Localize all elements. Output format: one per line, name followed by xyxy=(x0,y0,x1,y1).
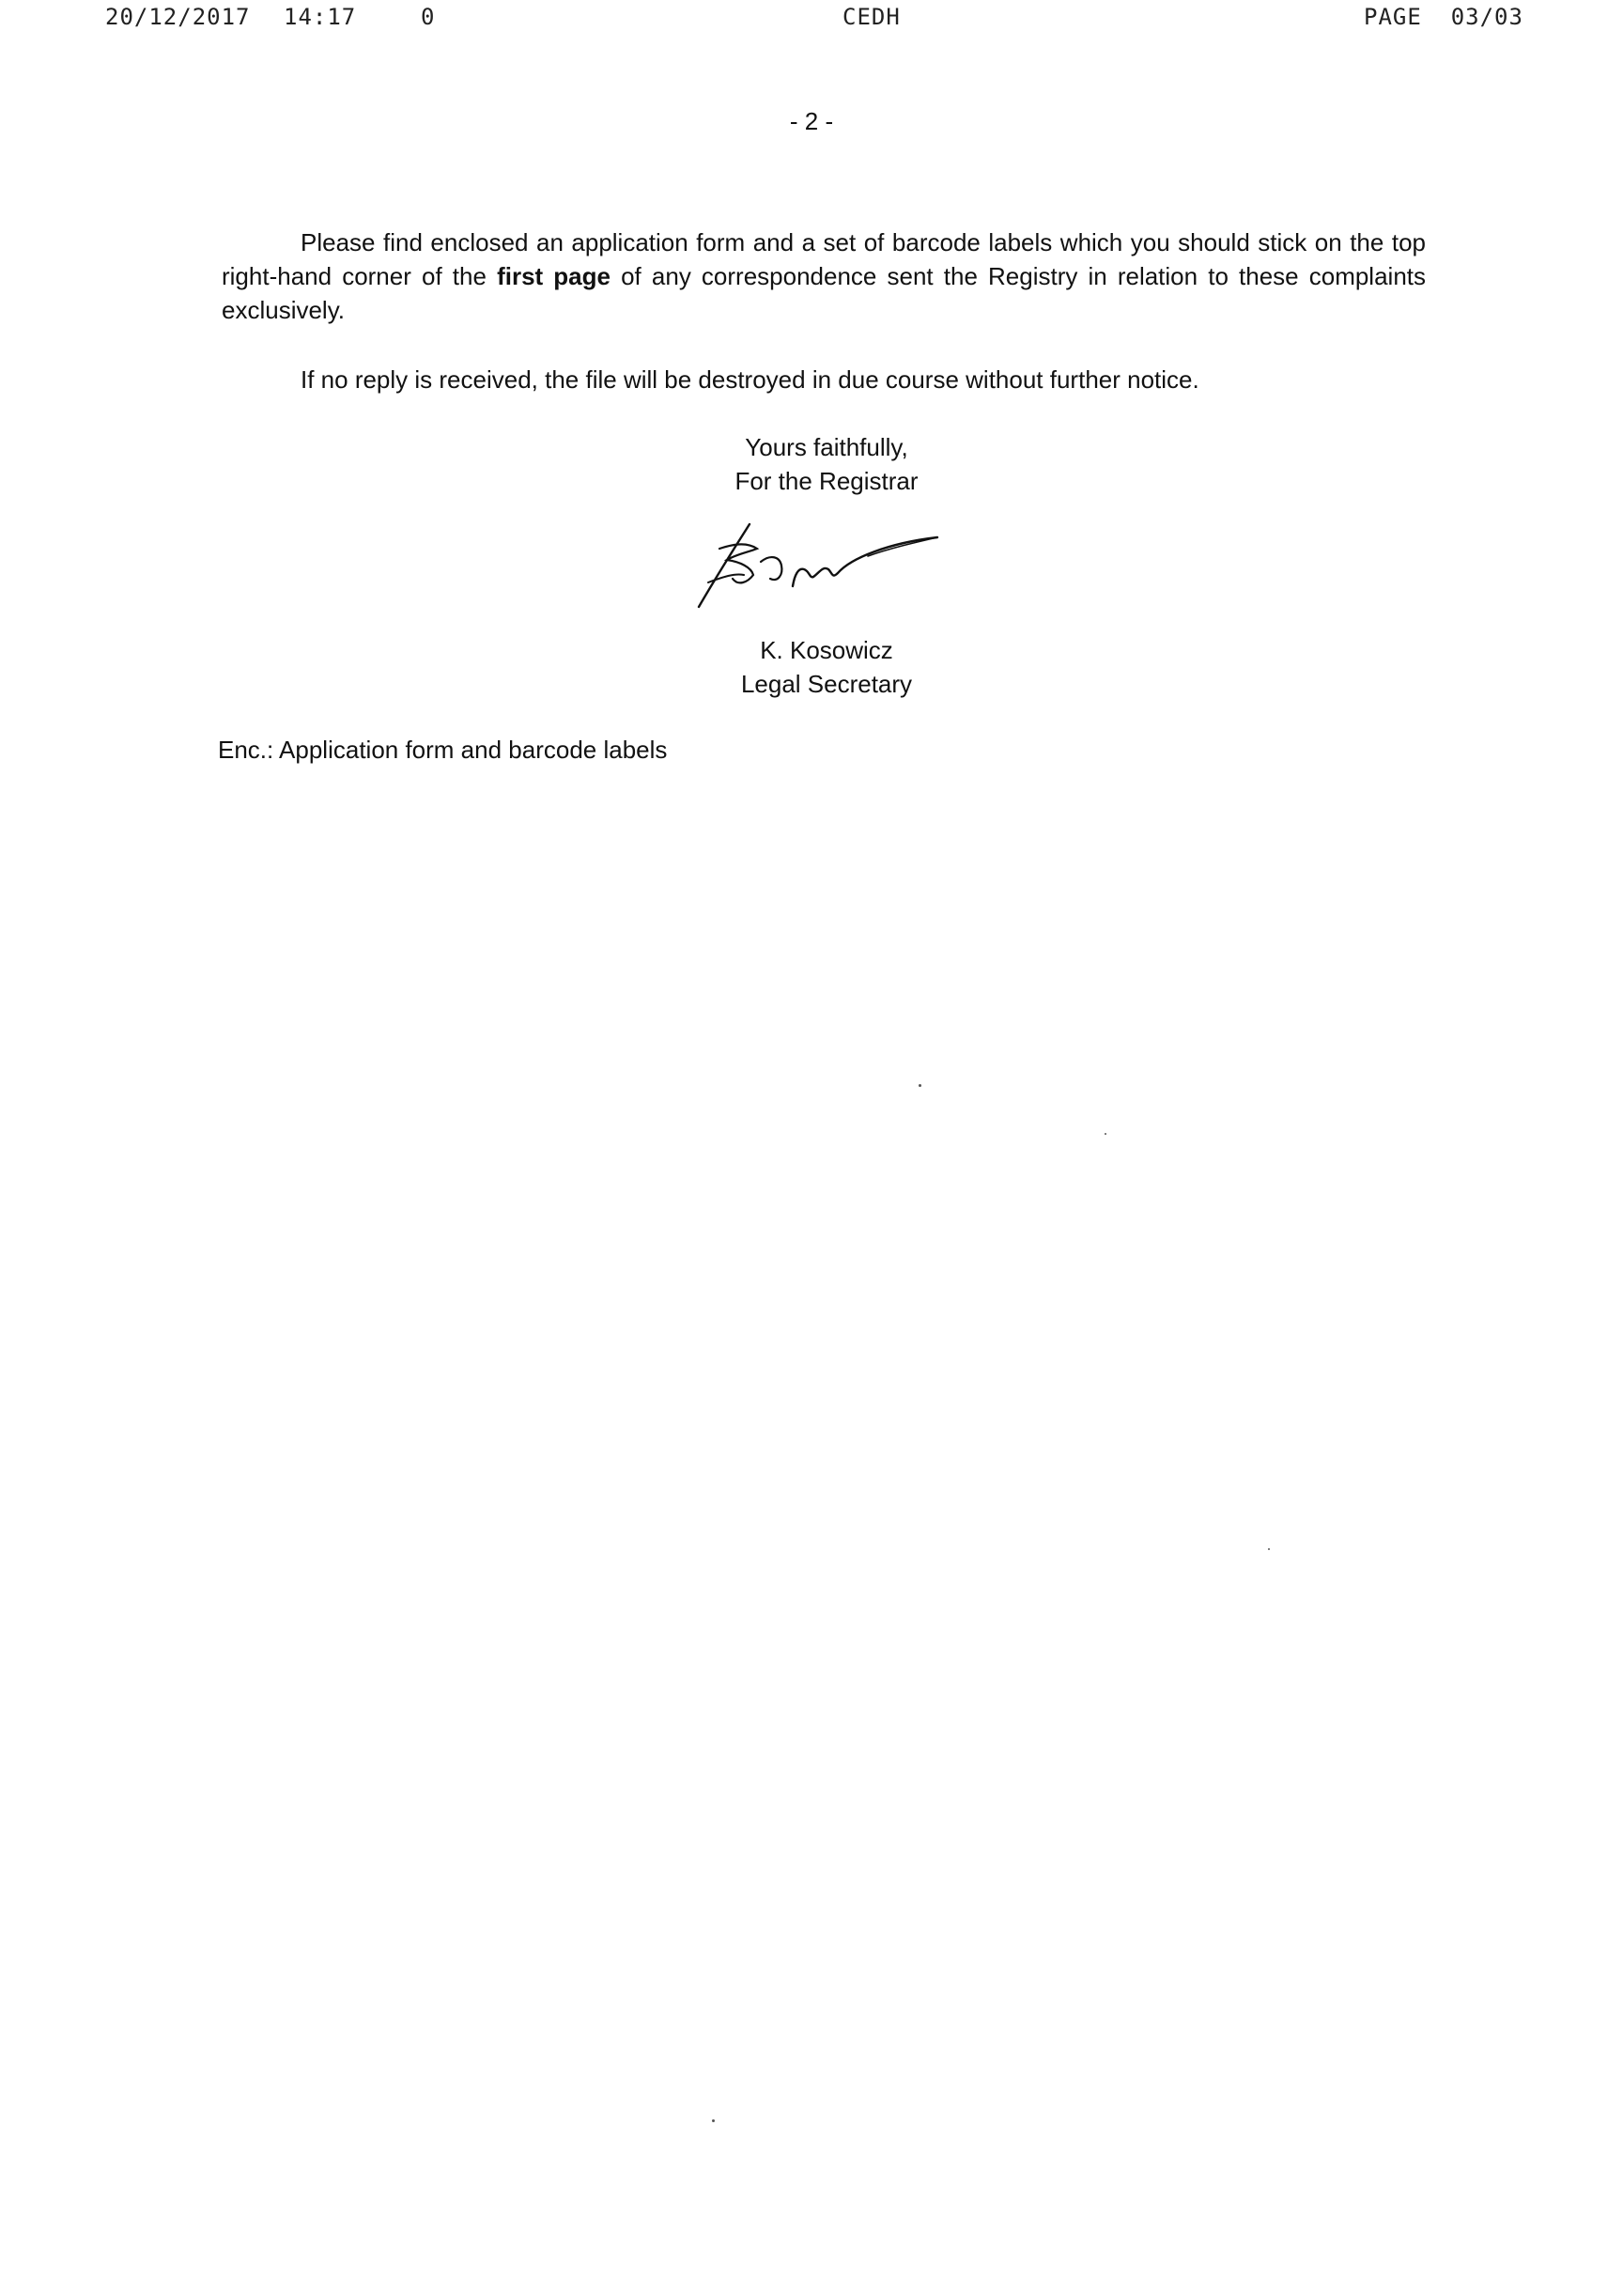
page-number: - 2 - xyxy=(789,107,834,135)
scan-speck xyxy=(1268,1548,1270,1550)
paragraph-text-part: of any correspondence sent the Registry in relation to these complaints exclusively. xyxy=(222,262,1427,324)
closing-block xyxy=(657,430,996,498)
handwritten-signature xyxy=(691,517,945,620)
fax-page-count: PAGE 03/03 xyxy=(1364,4,1523,30)
fax-date: 20/12/2017 xyxy=(105,4,251,30)
emphasis-first-page: first page xyxy=(497,262,611,290)
signatory-name: K. Kosowicz xyxy=(760,636,893,664)
fax-header xyxy=(0,4,1623,41)
closing-for-registrar: For the Registrar xyxy=(734,467,919,495)
fax-sender: CEDH xyxy=(842,4,901,30)
scan-speck xyxy=(1105,1133,1106,1135)
paragraph-enclosure-instructions xyxy=(222,225,1426,327)
scan-speck xyxy=(919,1084,921,1087)
signatory-block xyxy=(657,633,996,701)
scan-speck xyxy=(712,2119,715,2122)
closing-salutation: Yours faithfully, xyxy=(745,433,908,461)
fax-time: 14:17 xyxy=(284,4,357,30)
paragraph-text-part: Please find enclosed an application form and a set of barcode labels which you should stick on the top right-hand corner of the xyxy=(222,228,1426,290)
fax-number: 0 xyxy=(421,4,436,30)
signatory-title: Legal Secretary xyxy=(740,670,913,698)
paragraph-no-reply-notice: If no reply is received, the file will be destroyed in due course without further notice. xyxy=(301,365,1199,394)
enclosure-note: Enc.: Application form and barcode labels xyxy=(218,736,668,764)
